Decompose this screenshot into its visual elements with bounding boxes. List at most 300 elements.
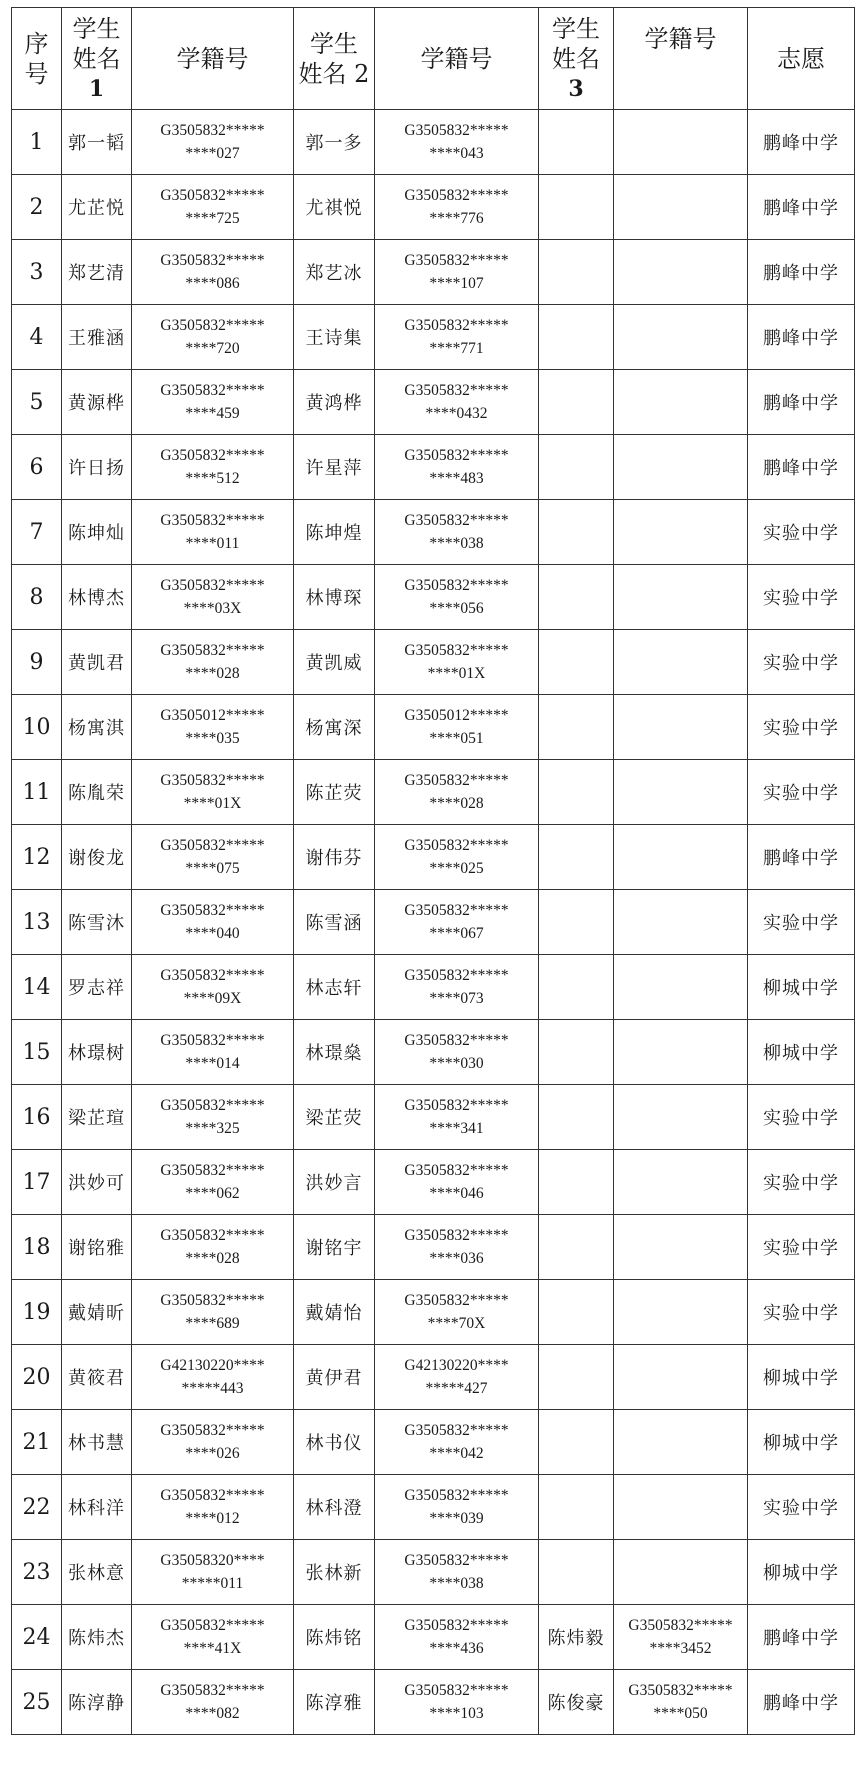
cell-student-name-1: 黄源桦 bbox=[62, 370, 132, 435]
table-row bbox=[12, 1020, 855, 1085]
cell-seq: 2 bbox=[12, 175, 62, 240]
cell-student-id-2-line: ****043 bbox=[429, 145, 484, 162]
cell-student-name-1: 梁芷瑄 bbox=[62, 1085, 132, 1150]
cell-seq: 23 bbox=[12, 1540, 62, 1605]
cell-student-name-1: 谢俊龙 bbox=[62, 825, 132, 890]
cell-student-name-1: 陈雪沐 bbox=[62, 890, 132, 955]
student-roster-table bbox=[11, 7, 855, 1735]
cell-student-id-2-line: G3505832***** bbox=[404, 772, 509, 789]
cell-student-id-2-line: G3505832***** bbox=[404, 252, 509, 269]
cell-student-name-1: 林科洋 bbox=[62, 1475, 132, 1540]
cell-student-id-2-line: G3505832***** bbox=[404, 512, 509, 529]
cell-student-id-1-line: G3505832***** bbox=[160, 122, 265, 139]
table-row bbox=[12, 435, 855, 500]
cell-student-name-1: 黄筱君 bbox=[62, 1345, 132, 1410]
table-row bbox=[12, 175, 855, 240]
cell-student-id-2 bbox=[375, 695, 539, 760]
cell-student-id-2 bbox=[375, 1475, 539, 1540]
cell-seq: 16 bbox=[12, 1085, 62, 1150]
cell-student-id-2 bbox=[375, 240, 539, 305]
cell-student-id-3 bbox=[614, 760, 748, 825]
cell-student-name-1: 黄凯君 bbox=[62, 630, 132, 695]
table-row bbox=[12, 240, 855, 305]
cell-student-id-2 bbox=[375, 1540, 539, 1605]
cell-student-name-3 bbox=[539, 1150, 614, 1215]
cell-seq: 7 bbox=[12, 500, 62, 565]
cell-student-id-2 bbox=[375, 370, 539, 435]
cell-student-id-1 bbox=[132, 1215, 294, 1280]
cell-seq: 4 bbox=[12, 305, 62, 370]
header-student-id-2: 学籍号 bbox=[375, 8, 539, 110]
cell-student-name-1: 尤芷悦 bbox=[62, 175, 132, 240]
cell-student-id-1 bbox=[132, 1605, 294, 1670]
cell-student-id-1 bbox=[132, 500, 294, 565]
cell-seq: 21 bbox=[12, 1410, 62, 1475]
cell-student-id-3 bbox=[614, 435, 748, 500]
table-header-row bbox=[12, 8, 855, 110]
cell-student-name-3 bbox=[539, 890, 614, 955]
cell-student-id-2-line: ****436 bbox=[429, 1640, 484, 1657]
cell-student-id-2-line: *****427 bbox=[425, 1380, 488, 1397]
cell-student-id-2-line: ****038 bbox=[429, 1575, 484, 1592]
cell-student-id-1-line: *****443 bbox=[181, 1380, 244, 1397]
cell-student-name-3 bbox=[539, 240, 614, 305]
cell-student-id-1 bbox=[132, 760, 294, 825]
cell-student-id-2-line: ****046 bbox=[429, 1185, 484, 1202]
cell-student-id-2 bbox=[375, 1150, 539, 1215]
cell-choice: 柳城中学 bbox=[748, 1410, 855, 1475]
cell-student-id-1-line: ****01X bbox=[183, 795, 242, 812]
cell-student-name-3: 陈俊豪 bbox=[539, 1670, 614, 1735]
cell-student-name-3 bbox=[539, 1345, 614, 1410]
cell-student-id-2 bbox=[375, 955, 539, 1020]
cell-seq: 19 bbox=[12, 1280, 62, 1345]
cell-student-id-3 bbox=[614, 1215, 748, 1280]
cell-student-id-3 bbox=[614, 500, 748, 565]
cell-student-id-1-line: ****720 bbox=[185, 340, 240, 357]
cell-student-name-1: 林博杰 bbox=[62, 565, 132, 630]
cell-student-id-1-line: ****512 bbox=[185, 470, 240, 487]
cell-student-id-2-line: G3505832***** bbox=[404, 1617, 509, 1634]
cell-student-id-2-line: ****030 bbox=[429, 1055, 484, 1072]
cell-student-id-2-line: ****107 bbox=[429, 275, 484, 292]
cell-student-id-2-line: ****056 bbox=[429, 600, 484, 617]
cell-student-id-1-line: G3505832***** bbox=[160, 902, 265, 919]
cell-student-name-3: 陈炜毅 bbox=[539, 1605, 614, 1670]
cell-student-id-2-line: G3505832***** bbox=[404, 1292, 509, 1309]
cell-student-name-2: 陈坤煌 bbox=[294, 500, 375, 565]
cell-choice: 实验中学 bbox=[748, 630, 855, 695]
cell-choice: 实验中学 bbox=[748, 1280, 855, 1345]
cell-student-id-1-line: G3505832***** bbox=[160, 772, 265, 789]
cell-student-id-1-line: G3505832***** bbox=[160, 577, 265, 594]
table-row bbox=[12, 1280, 855, 1345]
cell-student-id-1-line: ****028 bbox=[185, 1250, 240, 1267]
table-row bbox=[12, 1345, 855, 1410]
cell-student-name-1: 陈坤灿 bbox=[62, 500, 132, 565]
cell-student-name-3 bbox=[539, 825, 614, 890]
cell-student-id-1-line: G3505832***** bbox=[160, 1292, 265, 1309]
cell-seq: 8 bbox=[12, 565, 62, 630]
cell-choice: 鹏峰中学 bbox=[748, 305, 855, 370]
cell-student-id-1-line: ****014 bbox=[185, 1055, 240, 1072]
cell-student-name-3 bbox=[539, 630, 614, 695]
cell-student-name-2: 黄伊君 bbox=[294, 1345, 375, 1410]
cell-student-name-1: 林璟树 bbox=[62, 1020, 132, 1085]
table-row bbox=[12, 370, 855, 435]
cell-student-id-1-line: ****09X bbox=[183, 990, 242, 1007]
cell-student-id-1-line: G3505832***** bbox=[160, 642, 265, 659]
table-row bbox=[12, 500, 855, 565]
cell-seq: 25 bbox=[12, 1670, 62, 1735]
cell-student-name-2: 洪妙言 bbox=[294, 1150, 375, 1215]
cell-student-id-2 bbox=[375, 1085, 539, 1150]
cell-student-name-3 bbox=[539, 1280, 614, 1345]
cell-choice: 实验中学 bbox=[748, 760, 855, 825]
cell-student-id-2-line: G3505832***** bbox=[404, 382, 509, 399]
cell-student-id-2-line: ****042 bbox=[429, 1445, 484, 1462]
cell-student-name-2: 林璟燊 bbox=[294, 1020, 375, 1085]
cell-student-name-3 bbox=[539, 500, 614, 565]
cell-choice: 实验中学 bbox=[748, 1150, 855, 1215]
cell-seq: 20 bbox=[12, 1345, 62, 1410]
table-row bbox=[12, 1215, 855, 1280]
cell-student-name-2: 林志轩 bbox=[294, 955, 375, 1020]
cell-student-id-2-line: G3505832***** bbox=[404, 187, 509, 204]
table-row bbox=[12, 1410, 855, 1475]
cell-student-id-2-line: ****028 bbox=[429, 795, 484, 812]
table-row bbox=[12, 1085, 855, 1150]
cell-student-id-3 bbox=[614, 565, 748, 630]
cell-choice: 实验中学 bbox=[748, 1215, 855, 1280]
cell-student-name-2: 陈雪涵 bbox=[294, 890, 375, 955]
cell-student-id-1-line: G3505012***** bbox=[160, 707, 265, 724]
cell-student-name-3 bbox=[539, 695, 614, 760]
cell-seq: 17 bbox=[12, 1150, 62, 1215]
cell-seq: 6 bbox=[12, 435, 62, 500]
cell-student-id-2-line: G3505832***** bbox=[404, 317, 509, 334]
cell-student-id-2 bbox=[375, 1410, 539, 1475]
cell-student-id-3 bbox=[614, 1475, 748, 1540]
cell-student-id-1-line: G3505832***** bbox=[160, 317, 265, 334]
cell-student-id-3 bbox=[614, 1410, 748, 1475]
cell-student-id-2-line: G3505832***** bbox=[404, 1032, 509, 1049]
cell-student-id-3 bbox=[614, 1280, 748, 1345]
cell-student-id-1-line: ****325 bbox=[185, 1120, 240, 1137]
table-row bbox=[12, 1670, 855, 1735]
cell-choice: 鹏峰中学 bbox=[748, 1605, 855, 1670]
cell-student-name-2: 谢伟芬 bbox=[294, 825, 375, 890]
cell-choice: 柳城中学 bbox=[748, 1540, 855, 1605]
cell-student-id-1-line: G3505832***** bbox=[160, 512, 265, 529]
cell-student-id-3 bbox=[614, 695, 748, 760]
cell-student-name-2: 戴婧怡 bbox=[294, 1280, 375, 1345]
cell-student-id-2 bbox=[375, 1215, 539, 1280]
cell-student-id-3-line: ****3452 bbox=[649, 1640, 712, 1657]
cell-student-id-1-line: G35058320**** bbox=[160, 1552, 265, 1569]
cell-student-id-3 bbox=[614, 175, 748, 240]
cell-student-id-1-line: ****03X bbox=[183, 600, 242, 617]
cell-student-id-3 bbox=[614, 630, 748, 695]
cell-student-name-1: 戴婧昕 bbox=[62, 1280, 132, 1345]
cell-choice: 鹏峰中学 bbox=[748, 435, 855, 500]
cell-student-name-2: 林科澄 bbox=[294, 1475, 375, 1540]
header-student-name-1: 学生 姓名 1 bbox=[62, 8, 132, 110]
cell-student-id-2-line: G3505832***** bbox=[404, 967, 509, 984]
cell-choice: 鹏峰中学 bbox=[748, 110, 855, 175]
cell-student-id-3 bbox=[614, 1085, 748, 1150]
header-student-id-1: 学籍号 bbox=[132, 8, 294, 110]
cell-student-id-3 bbox=[614, 955, 748, 1020]
cell-student-id-2-line: G42130220**** bbox=[404, 1357, 509, 1374]
cell-student-id-2 bbox=[375, 1605, 539, 1670]
cell-student-id-2 bbox=[375, 630, 539, 695]
cell-student-id-2 bbox=[375, 500, 539, 565]
cell-student-id-2-line: G3505832***** bbox=[404, 837, 509, 854]
cell-student-id-3-line: G3505832***** bbox=[628, 1617, 733, 1634]
cell-student-id-1 bbox=[132, 435, 294, 500]
cell-student-id-2 bbox=[375, 435, 539, 500]
cell-seq: 10 bbox=[12, 695, 62, 760]
cell-student-id-2-line: G3505832***** bbox=[404, 642, 509, 659]
cell-choice: 柳城中学 bbox=[748, 1020, 855, 1085]
cell-student-id-3 bbox=[614, 370, 748, 435]
cell-student-id-1-line: G3505832***** bbox=[160, 967, 265, 984]
cell-student-name-2: 杨寓深 bbox=[294, 695, 375, 760]
cell-student-id-2-line: ****0432 bbox=[425, 405, 488, 422]
cell-student-name-3 bbox=[539, 1085, 614, 1150]
cell-student-id-2-line: ****067 bbox=[429, 925, 484, 942]
cell-student-id-1-line: G3505832***** bbox=[160, 1097, 265, 1114]
cell-student-id-1-line: ****027 bbox=[185, 145, 240, 162]
cell-student-id-1-line: G3505832***** bbox=[160, 1422, 265, 1439]
cell-student-id-3 bbox=[614, 890, 748, 955]
cell-student-id-2 bbox=[375, 305, 539, 370]
cell-choice: 鹏峰中学 bbox=[748, 370, 855, 435]
cell-student-id-1 bbox=[132, 175, 294, 240]
cell-choice: 实验中学 bbox=[748, 565, 855, 630]
table-row bbox=[12, 305, 855, 370]
cell-choice: 鹏峰中学 bbox=[748, 175, 855, 240]
cell-student-id-1-line: ****040 bbox=[185, 925, 240, 942]
cell-student-id-1-line: ****725 bbox=[185, 210, 240, 227]
cell-student-id-2 bbox=[375, 760, 539, 825]
cell-student-id-1 bbox=[132, 370, 294, 435]
cell-student-name-3 bbox=[539, 1540, 614, 1605]
cell-student-id-1 bbox=[132, 565, 294, 630]
cell-choice: 实验中学 bbox=[748, 1475, 855, 1540]
cell-student-id-1-line: G3505832***** bbox=[160, 1487, 265, 1504]
cell-student-id-2-line: G3505832***** bbox=[404, 1227, 509, 1244]
cell-student-name-1: 陈炜杰 bbox=[62, 1605, 132, 1670]
cell-student-id-1 bbox=[132, 1345, 294, 1410]
cell-student-name-1: 陈胤荣 bbox=[62, 760, 132, 825]
table-row bbox=[12, 890, 855, 955]
cell-student-id-2-line: G3505832***** bbox=[404, 902, 509, 919]
cell-student-id-2-line: G3505832***** bbox=[404, 1422, 509, 1439]
cell-student-name-2: 郑艺冰 bbox=[294, 240, 375, 305]
header-seq: 序 号 bbox=[12, 8, 62, 110]
cell-student-id-2 bbox=[375, 1020, 539, 1085]
cell-seq: 18 bbox=[12, 1215, 62, 1280]
cell-student-id-2-line: G3505832***** bbox=[404, 577, 509, 594]
cell-student-id-2-line: ****776 bbox=[429, 210, 484, 227]
cell-student-name-3 bbox=[539, 305, 614, 370]
cell-student-id-2-line: G3505832***** bbox=[404, 1682, 509, 1699]
cell-student-id-2-line: G3505832***** bbox=[404, 1552, 509, 1569]
cell-seq: 24 bbox=[12, 1605, 62, 1670]
table-row bbox=[12, 955, 855, 1020]
cell-student-name-1: 郭一韬 bbox=[62, 110, 132, 175]
cell-student-id-2 bbox=[375, 1345, 539, 1410]
cell-student-name-3 bbox=[539, 1215, 614, 1280]
cell-student-name-2: 林博琛 bbox=[294, 565, 375, 630]
cell-student-id-3 bbox=[614, 1670, 748, 1735]
cell-student-id-1 bbox=[132, 110, 294, 175]
cell-student-id-1 bbox=[132, 1280, 294, 1345]
cell-student-id-3 bbox=[614, 1540, 748, 1605]
table-row bbox=[12, 760, 855, 825]
cell-choice: 实验中学 bbox=[748, 695, 855, 760]
cell-student-id-3-line: ****050 bbox=[653, 1705, 708, 1722]
cell-student-id-2 bbox=[375, 1280, 539, 1345]
cell-seq: 13 bbox=[12, 890, 62, 955]
cell-choice: 鹏峰中学 bbox=[748, 825, 855, 890]
table-row bbox=[12, 1475, 855, 1540]
cell-student-id-2-line: G3505832***** bbox=[404, 1487, 509, 1504]
cell-student-name-3 bbox=[539, 435, 614, 500]
cell-student-id-1-line: G3505832***** bbox=[160, 1682, 265, 1699]
cell-student-id-1 bbox=[132, 240, 294, 305]
header-student-name-2: 学生 姓名 2 bbox=[294, 8, 375, 110]
cell-student-id-2-line: G3505012***** bbox=[404, 707, 509, 724]
cell-student-id-2 bbox=[375, 110, 539, 175]
cell-student-id-1-line: G3505832***** bbox=[160, 1227, 265, 1244]
cell-student-id-1-line: *****011 bbox=[181, 1575, 244, 1592]
cell-student-id-1 bbox=[132, 890, 294, 955]
cell-student-name-1: 郑艺清 bbox=[62, 240, 132, 305]
cell-student-id-1 bbox=[132, 1540, 294, 1605]
cell-student-name-3 bbox=[539, 1020, 614, 1085]
cell-student-name-1: 罗志祥 bbox=[62, 955, 132, 1020]
cell-student-id-1 bbox=[132, 305, 294, 370]
cell-student-name-2: 尤祺悦 bbox=[294, 175, 375, 240]
cell-student-name-2: 陈芷荧 bbox=[294, 760, 375, 825]
header-student-id-3: 学籍号 bbox=[614, 8, 748, 110]
cell-student-name-2: 许星萍 bbox=[294, 435, 375, 500]
header-student-name-3: 学生 姓名 3 bbox=[539, 8, 614, 110]
cell-student-id-1-line: G3505832***** bbox=[160, 1162, 265, 1179]
cell-student-id-2-line: G3505832***** bbox=[404, 122, 509, 139]
cell-student-id-3 bbox=[614, 110, 748, 175]
cell-student-id-2-line: ****038 bbox=[429, 535, 484, 552]
cell-student-id-2 bbox=[375, 825, 539, 890]
cell-student-id-2-line: ****036 bbox=[429, 1250, 484, 1267]
cell-student-name-2: 张林新 bbox=[294, 1540, 375, 1605]
header-choice: 志愿 bbox=[748, 8, 855, 110]
cell-student-name-1: 陈淳静 bbox=[62, 1670, 132, 1735]
cell-student-id-1-line: ****026 bbox=[185, 1445, 240, 1462]
cell-seq: 14 bbox=[12, 955, 62, 1020]
cell-seq: 12 bbox=[12, 825, 62, 890]
table-row bbox=[12, 1150, 855, 1215]
table-row bbox=[12, 1605, 855, 1670]
cell-student-id-2-line: ****103 bbox=[429, 1705, 484, 1722]
cell-student-name-3 bbox=[539, 110, 614, 175]
cell-student-name-2: 谢铭宇 bbox=[294, 1215, 375, 1280]
cell-choice: 实验中学 bbox=[748, 1085, 855, 1150]
table-row bbox=[12, 695, 855, 760]
cell-student-id-1-line: ****075 bbox=[185, 860, 240, 877]
cell-student-id-3 bbox=[614, 825, 748, 890]
cell-student-name-2: 郭一多 bbox=[294, 110, 375, 175]
cell-student-name-3 bbox=[539, 760, 614, 825]
cell-seq: 3 bbox=[12, 240, 62, 305]
cell-student-name-2: 陈炜铭 bbox=[294, 1605, 375, 1670]
cell-choice: 鹏峰中学 bbox=[748, 240, 855, 305]
cell-student-id-1-line: G3505832***** bbox=[160, 1032, 265, 1049]
cell-student-id-1-line: G3505832***** bbox=[160, 1617, 265, 1634]
cell-student-id-2-line: ****771 bbox=[429, 340, 484, 357]
cell-student-id-1 bbox=[132, 1410, 294, 1475]
cell-student-id-1-line: ****035 bbox=[185, 730, 240, 747]
cell-student-id-1 bbox=[132, 825, 294, 890]
cell-student-name-3 bbox=[539, 565, 614, 630]
cell-student-id-1 bbox=[132, 1670, 294, 1735]
cell-student-name-1: 许日扬 bbox=[62, 435, 132, 500]
cell-student-id-1 bbox=[132, 1020, 294, 1085]
cell-student-id-1 bbox=[132, 1150, 294, 1215]
cell-student-name-2: 陈淳雅 bbox=[294, 1670, 375, 1735]
cell-student-name-1: 王雅涵 bbox=[62, 305, 132, 370]
cell-choice: 鹏峰中学 bbox=[748, 1670, 855, 1735]
cell-choice: 柳城中学 bbox=[748, 955, 855, 1020]
cell-student-name-2: 黄凯威 bbox=[294, 630, 375, 695]
cell-seq: 22 bbox=[12, 1475, 62, 1540]
cell-student-name-2: 梁芷荧 bbox=[294, 1085, 375, 1150]
cell-student-name-1: 洪妙可 bbox=[62, 1150, 132, 1215]
cell-seq: 9 bbox=[12, 630, 62, 695]
cell-student-id-1 bbox=[132, 695, 294, 760]
cell-student-id-1-line: ****41X bbox=[183, 1640, 242, 1657]
cell-student-id-1-line: ****086 bbox=[185, 275, 240, 292]
cell-student-name-1: 杨寓淇 bbox=[62, 695, 132, 760]
cell-student-id-1-line: ****028 bbox=[185, 665, 240, 682]
cell-student-id-2-line: ****01X bbox=[427, 665, 486, 682]
cell-student-id-2-line: ****039 bbox=[429, 1510, 484, 1527]
cell-student-id-3 bbox=[614, 305, 748, 370]
cell-student-name-3 bbox=[539, 370, 614, 435]
cell-student-id-1 bbox=[132, 1085, 294, 1150]
cell-student-id-1-line: G3505832***** bbox=[160, 447, 265, 464]
cell-choice: 实验中学 bbox=[748, 890, 855, 955]
cell-student-id-1-line: G3505832***** bbox=[160, 187, 265, 204]
cell-student-name-3 bbox=[539, 955, 614, 1020]
cell-student-id-2-line: ****70X bbox=[427, 1315, 486, 1332]
cell-student-id-2-line: G3505832***** bbox=[404, 1162, 509, 1179]
cell-student-name-3 bbox=[539, 1410, 614, 1475]
cell-student-id-3 bbox=[614, 1345, 748, 1410]
cell-student-id-1-line: ****062 bbox=[185, 1185, 240, 1202]
cell-student-id-2 bbox=[375, 1670, 539, 1735]
cell-seq: 1 bbox=[12, 110, 62, 175]
cell-student-id-1 bbox=[132, 955, 294, 1020]
cell-student-id-3 bbox=[614, 1020, 748, 1085]
cell-student-id-2-line: ****051 bbox=[429, 730, 484, 747]
table-row bbox=[12, 110, 855, 175]
cell-student-name-2: 黄鸿桦 bbox=[294, 370, 375, 435]
cell-student-id-1-line: G3505832***** bbox=[160, 837, 265, 854]
